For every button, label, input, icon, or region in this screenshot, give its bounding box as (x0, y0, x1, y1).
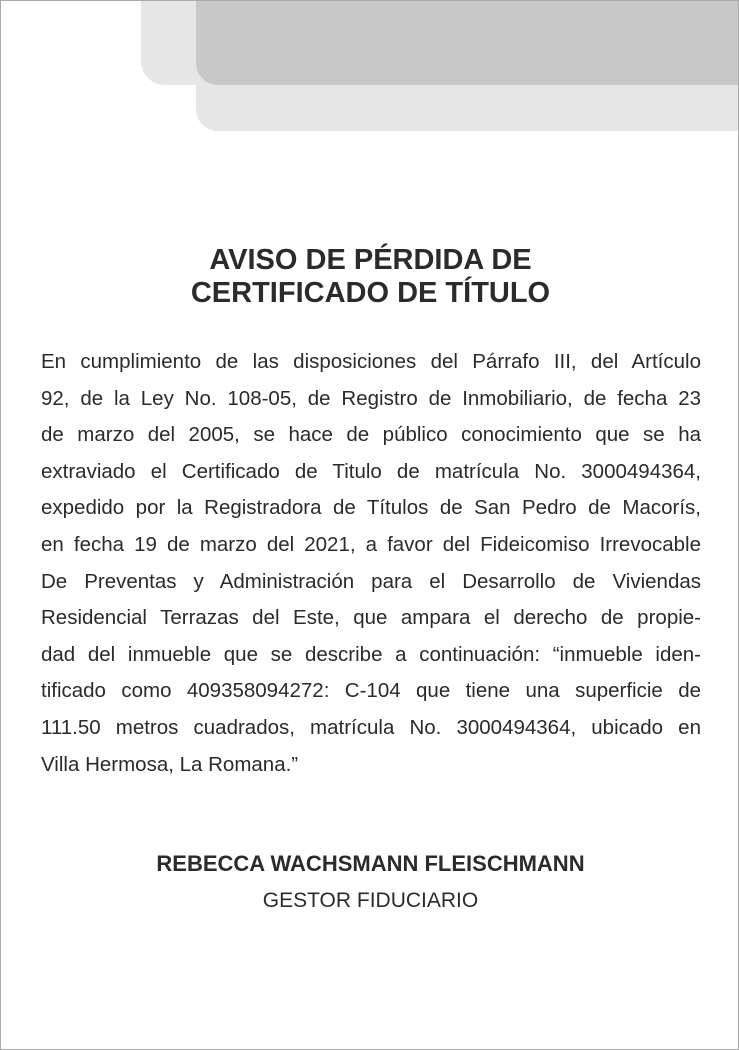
notice-title-line-2: CERTIFICADO DE TÍTULO (190, 277, 551, 309)
notice-body-line: En cumplimiento de las disposiciones del Párrafo III, del Artículo (41, 350, 701, 373)
signer-name: REBECCA WACHSMANN FLEISCHMANN (156, 851, 585, 876)
decorative-banner-dark (196, 0, 739, 85)
notice-body-line: Residencial Terrazas del Este, que ampara el derecho de propie- (41, 606, 701, 630)
notice-title-line-1: AVISO DE PÉRDIDA DE (209, 244, 532, 276)
notice-body-line: De Preventas y Administración para el Desarrollo de Viviendas (41, 569, 701, 593)
notice-body-line: de marzo del 2005, se hace de público conocimiento que se ha (41, 423, 701, 447)
notice-body-line: 111.50 metros cuadrados, matrícula No. 3000494364, ubicado en (41, 715, 701, 739)
notice-body-line: 92, de la Ley No. 108-05, de Registro de Inmobiliario, de fecha 23 (41, 386, 701, 410)
signer-role: GESTOR FIDUCIARIO (262, 889, 479, 912)
notice-body (41, 344, 701, 783)
notice-body-line: dad del inmueble que se describe a continuación: “inmueble iden- (41, 642, 701, 666)
notice-body-line: Villa Hermosa, La Romana.” (41, 752, 299, 776)
notice-title (1, 244, 739, 310)
notice-body-line: expedido por la Registradora de Títulos de San Pedro de Macorís, (41, 496, 701, 520)
notice-body-line: tificado como 409358094272: C-104 que tiene una superficie de (41, 679, 701, 703)
notice-body-line: extraviado el Certificado de Titulo de matrícula No. 3000494364, (41, 459, 701, 483)
notice-body-line: en fecha 19 de marzo del 2021, a favor del Fideicomiso Irrevocable (41, 532, 701, 556)
